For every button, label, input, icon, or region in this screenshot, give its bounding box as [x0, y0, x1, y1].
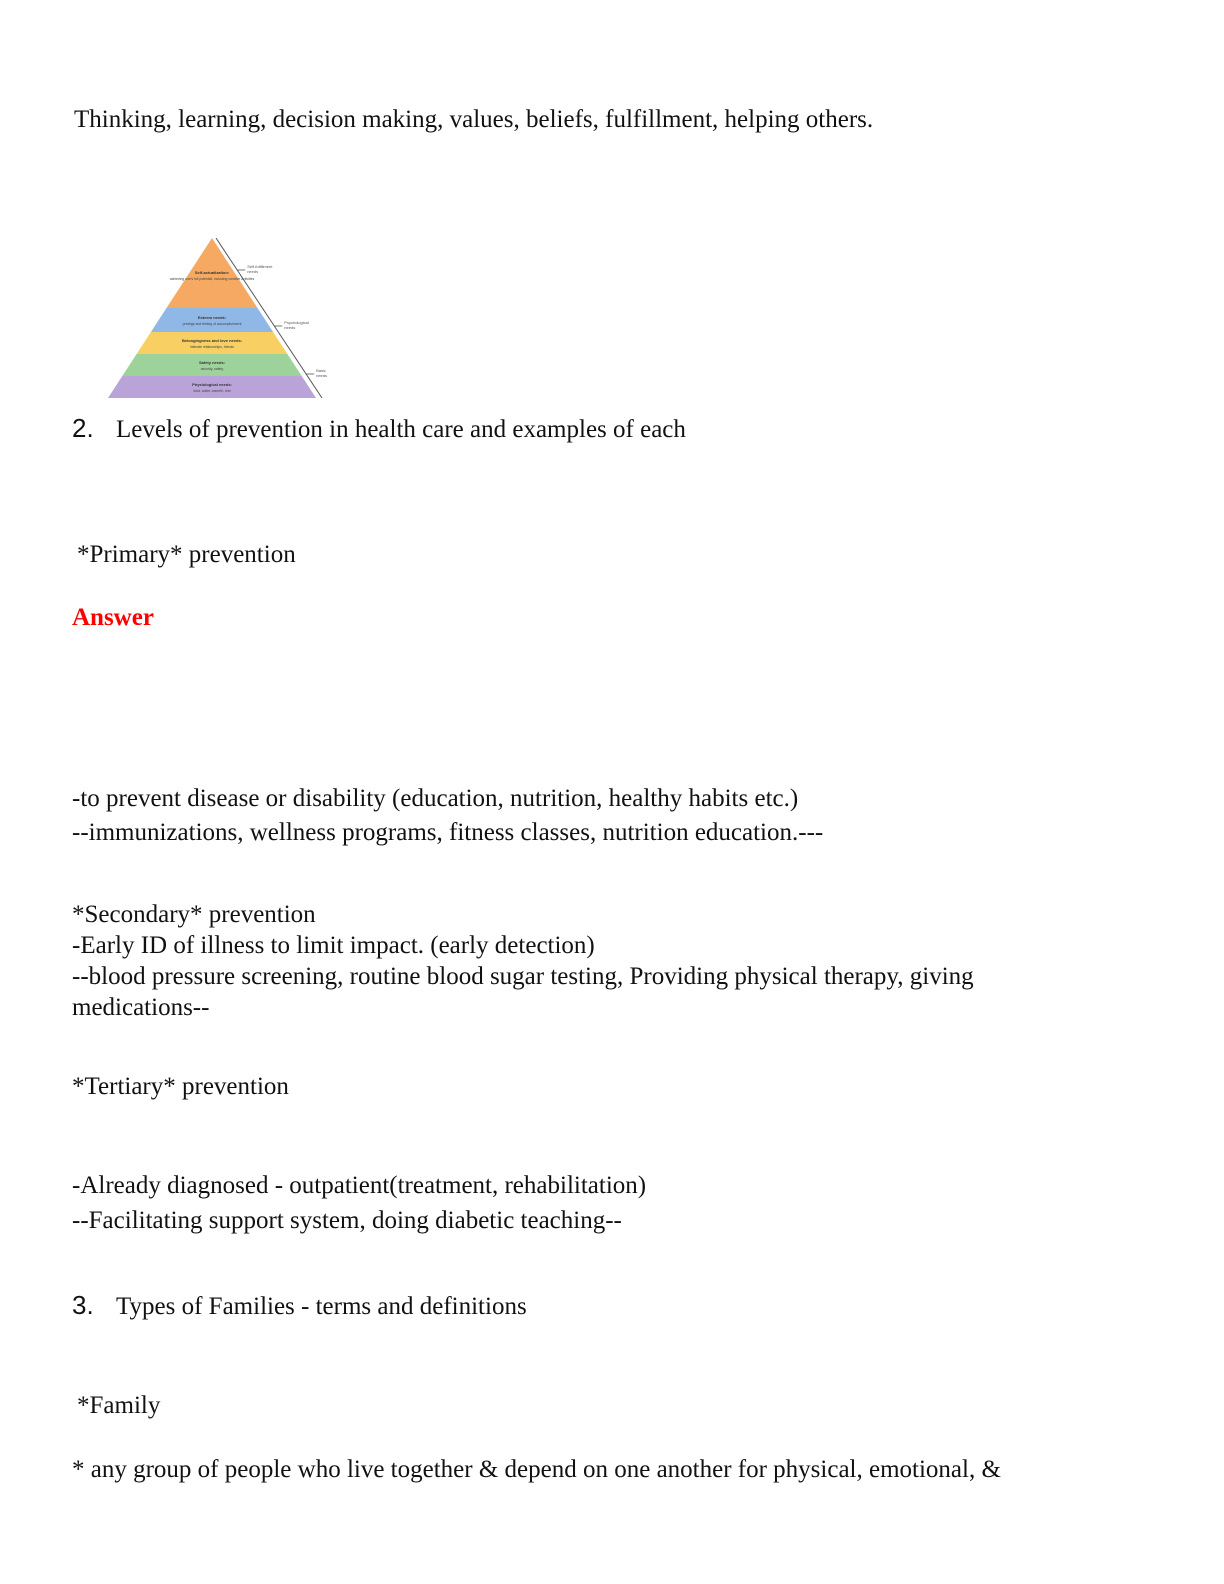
- pyramid-level-title: Esteem needs:: [197, 315, 227, 320]
- section-3-heading: [72, 1290, 527, 1322]
- answer-label: Answer: [72, 604, 154, 631]
- pyramid-side-label: Basic: [316, 368, 326, 373]
- primary-line: -to prevent disease or disability (education, nutrition, healthy habits etc.): [72, 785, 799, 812]
- pyramid-level: [108, 376, 316, 398]
- secondary-line: --blood pressure screening, routine blood sugar testing, Providing physical therapy, giving: [72, 963, 974, 990]
- maslow-pyramid-image: [100, 232, 330, 404]
- secondary-line: *Secondary* prevention: [72, 901, 316, 928]
- pyramid-level-desc: prestige and feeling of accomplishment: [182, 322, 242, 326]
- section-3-title: Types of Families - terms and definitions: [116, 1293, 527, 1320]
- pyramid-side-label: needs: [247, 269, 259, 274]
- section-3-number: 3.: [72, 1290, 94, 1320]
- section-2-number: 2.: [72, 413, 94, 443]
- pyramid-level-title: Safety needs:: [198, 360, 226, 365]
- pyramid-side-label: needs: [316, 373, 328, 378]
- secondary-line: -Early ID of illness to limit impact. (early detection): [72, 932, 595, 959]
- section-2-heading: [72, 413, 686, 445]
- section-2-title: Levels of prevention in health care and examples of each: [116, 416, 686, 443]
- pyramid-side-label: needs: [284, 325, 296, 330]
- primary-prevention-label: *Primary* prevention: [77, 541, 296, 568]
- primary-line: --immunizations, wellness programs, fitness classes, nutrition education.---: [72, 819, 824, 846]
- tertiary-line: -Already diagnosed - outpatient(treatment, rehabilitation): [72, 1172, 647, 1199]
- tertiary-line: --Facilitating support system, doing diabetic teaching--: [72, 1207, 622, 1234]
- pyramid-level-desc: intimate relationships, friends: [190, 345, 234, 349]
- pyramid-level-desc: food, water, warmth, rest: [193, 389, 231, 393]
- pyramid-level: [122, 354, 301, 376]
- pyramid-side-label: Self-fulfillment: [247, 264, 273, 269]
- pyramid-level-desc: security, safety: [200, 367, 224, 371]
- pyramid-level: [137, 332, 288, 354]
- pyramid-level-desc: achieving one's full potential, including creative activities: [169, 277, 255, 281]
- tertiary-prevention-label: *Tertiary* prevention: [72, 1073, 289, 1100]
- pyramid-level-title: Belongingness and love needs:: [181, 338, 243, 343]
- pyramid-side-label: Psychological: [284, 320, 309, 325]
- intro-line: Thinking, learning, decision making, values, beliefs, fulfillment, helping others.: [74, 106, 874, 133]
- secondary-line: medications--: [72, 994, 210, 1021]
- pyramid-level: [151, 308, 273, 332]
- family-definition: * any group of people who live together & depend on one another for physical, emotional, &: [72, 1456, 1001, 1483]
- pyramid-level-title: Self-actualization:: [194, 270, 230, 275]
- pyramid-level-title: Physiological needs:: [192, 382, 232, 387]
- family-label: *Family: [77, 1392, 161, 1419]
